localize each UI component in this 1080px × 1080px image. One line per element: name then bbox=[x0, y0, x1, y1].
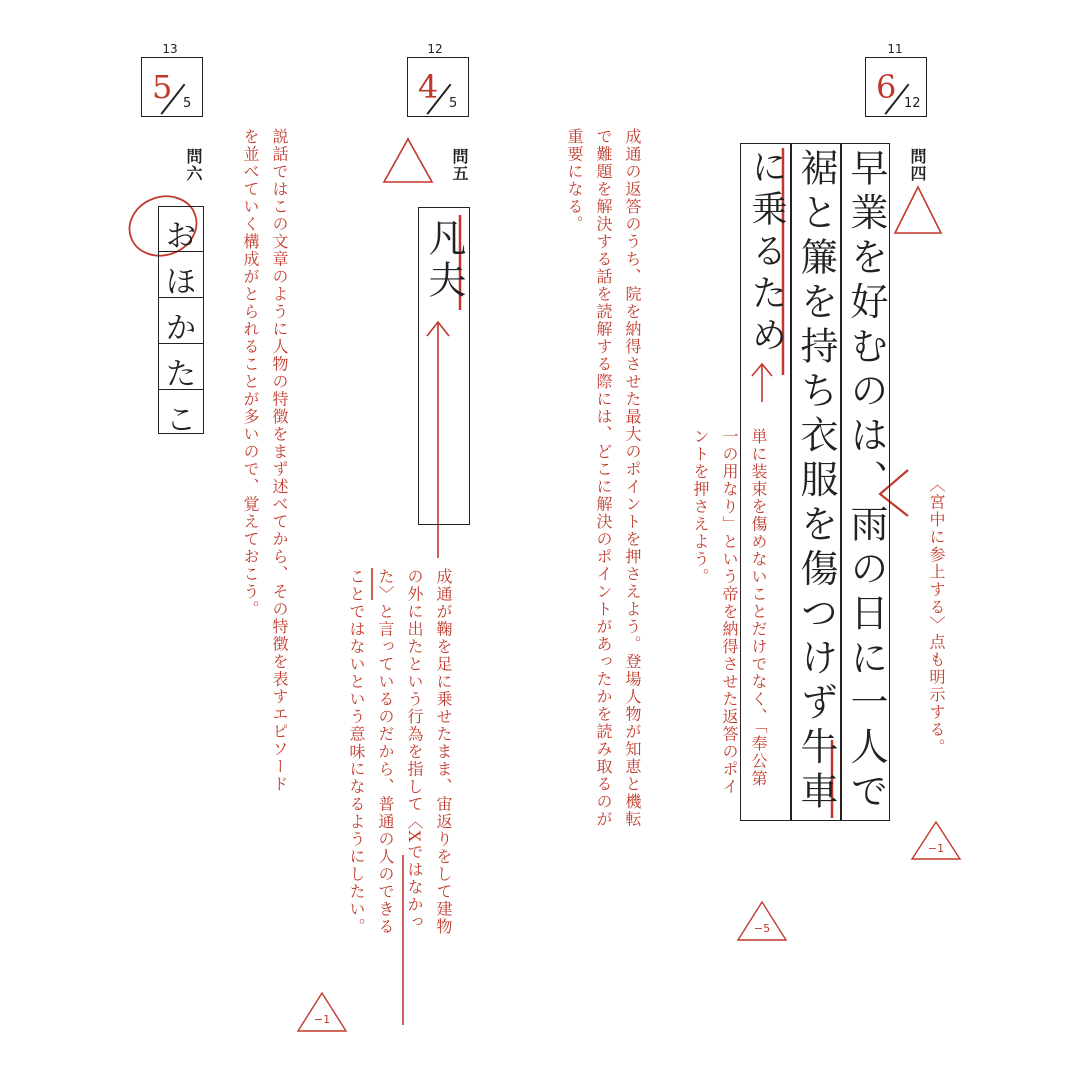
triangle-mark-q4 bbox=[895, 187, 941, 233]
comment-line: 単に装束を傷めないことだけでなく、「奉公第 bbox=[749, 428, 768, 788]
answer-line-3: に乗るため bbox=[746, 148, 787, 358]
answer-char: た bbox=[166, 357, 196, 392]
score-max: 5 bbox=[183, 96, 192, 111]
triangle-mark-q5 bbox=[384, 139, 432, 182]
answer-char: ほ bbox=[166, 265, 196, 300]
comment-text bbox=[236, 128, 294, 1008]
score-max: 12 bbox=[904, 96, 921, 111]
answer-char: こ bbox=[166, 403, 196, 438]
comment-line: ことではないという意味になるようにしたい。 bbox=[347, 568, 366, 936]
answer-line-1: 早業を好むのは、雨の日に一人で bbox=[844, 148, 888, 816]
question-number: 11 bbox=[887, 42, 903, 56]
comment-line: 一の用なり」という帝を納得させた返答のポイ bbox=[720, 428, 739, 796]
comment-line: 説話ではこの文章のように人物の特徴をまず述べてから、その特徴を表すエピソード bbox=[270, 128, 289, 793]
comment-text: 〈宮中に参上する〉点も明示する。 bbox=[927, 476, 946, 756]
comment-line: の外に出たという行為を指して〈Xではなかっ bbox=[405, 568, 424, 931]
comment-text bbox=[686, 428, 773, 848]
comment-line: で難題を解決する話を読解する際には、どこに解決のポイントがあったかを読み取るのが bbox=[594, 128, 613, 828]
answer-text: 凡夫 bbox=[422, 218, 466, 302]
question-label: 問五 bbox=[450, 148, 469, 182]
answer-char: か bbox=[166, 311, 196, 346]
score-value: 5 bbox=[152, 68, 173, 106]
score-box bbox=[865, 57, 927, 117]
question-number: 13 bbox=[162, 42, 178, 56]
deduction-value: −5 bbox=[753, 922, 771, 935]
question-number: 12 bbox=[427, 42, 443, 56]
comment-line: 成通の返答のうち、院を納得させた最大のポイントを押さえよう。登場人物が知恵と機転 bbox=[623, 128, 642, 828]
deduction-value: −1 bbox=[313, 1013, 331, 1026]
score-box bbox=[407, 57, 469, 117]
answer-char: お bbox=[166, 219, 196, 254]
answer-line-2: 裾と簾を持ち衣服を傷つけず牛車 bbox=[794, 148, 838, 816]
comment-text bbox=[560, 128, 647, 1008]
question-label: 問六 bbox=[184, 148, 203, 182]
comment-line: 成通が鞠を足に乗せたまま、宙返りをして建物 bbox=[434, 568, 453, 936]
comment-line: を並べていく構成がとられることが多いので、覚えておこう。 bbox=[241, 128, 260, 618]
comment-line: た〉と言っているのだから、普通の人のできる bbox=[376, 568, 395, 936]
deduction-value: −1 bbox=[927, 842, 945, 855]
question-label: 問四 bbox=[908, 148, 927, 182]
score-box bbox=[141, 57, 203, 117]
score-value: 6 bbox=[876, 68, 897, 106]
comment-line: 重要になる。 bbox=[565, 128, 584, 233]
comment-text bbox=[342, 568, 458, 988]
score-value: 4 bbox=[418, 68, 439, 106]
score-max: 5 bbox=[449, 96, 458, 111]
answer-grid-q6 bbox=[158, 206, 204, 438]
comment-line: ントを押さえよう。 bbox=[691, 428, 710, 586]
